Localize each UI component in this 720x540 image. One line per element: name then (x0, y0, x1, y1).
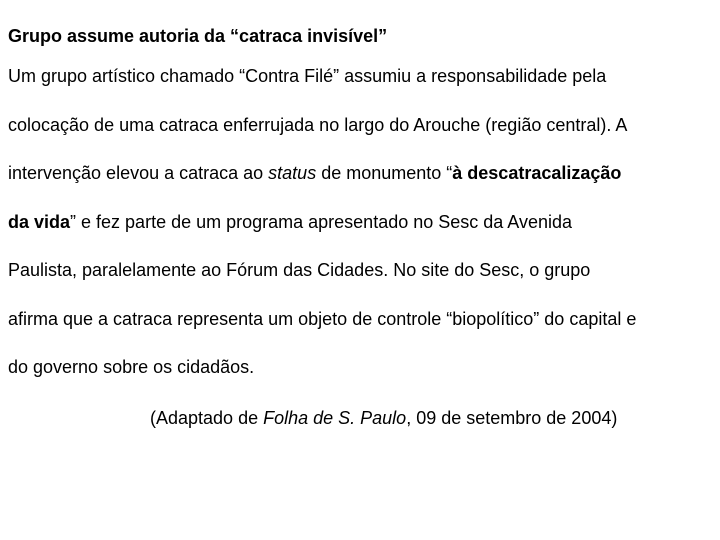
da-vida-bold-phrase: da vida (8, 211, 71, 232)
body-line-3-text-a: intervenção elevou a catraca ao (8, 163, 269, 183)
body-line-4 (8, 198, 716, 247)
body-line-6: afirma que a catraca representa um objeto de controle “biopolítico” do capital e (8, 308, 637, 329)
source-publication: Folha de S. Paulo (263, 408, 407, 428)
body-line-7: do governo sobre os cidadãos. (8, 357, 255, 377)
body-line-5: Paulista, paralelamente ao Fórum das Cidades. No site do Sesc, o grupo (8, 260, 591, 280)
body-line-1: Um grupo artístico chamado “Contra Filé” assumiu a responsabilidade pela (8, 66, 607, 86)
article-title: Grupo assume autoria da “catraca invisível” (8, 26, 388, 46)
body-line-4-text: ” e fez parte de um programa apresentado no Sesc da Avenida (70, 211, 573, 232)
source-text-a: (Adaptado de (150, 408, 264, 428)
source-text-b: , 09 de setembro de 2004) (406, 408, 618, 428)
body-line-3 (8, 149, 716, 198)
body-line-3-text-b: de monumento “ (316, 163, 453, 183)
body-line-2: colocação de uma catraca enferrujada no largo do Arouche (região central). A (8, 114, 628, 135)
status-italic-word: status (268, 163, 317, 183)
source-citation (150, 404, 617, 432)
document (8, 22, 716, 392)
descatracalizacao-bold-phrase: à descatracalização (452, 163, 622, 183)
article-body (8, 52, 716, 392)
